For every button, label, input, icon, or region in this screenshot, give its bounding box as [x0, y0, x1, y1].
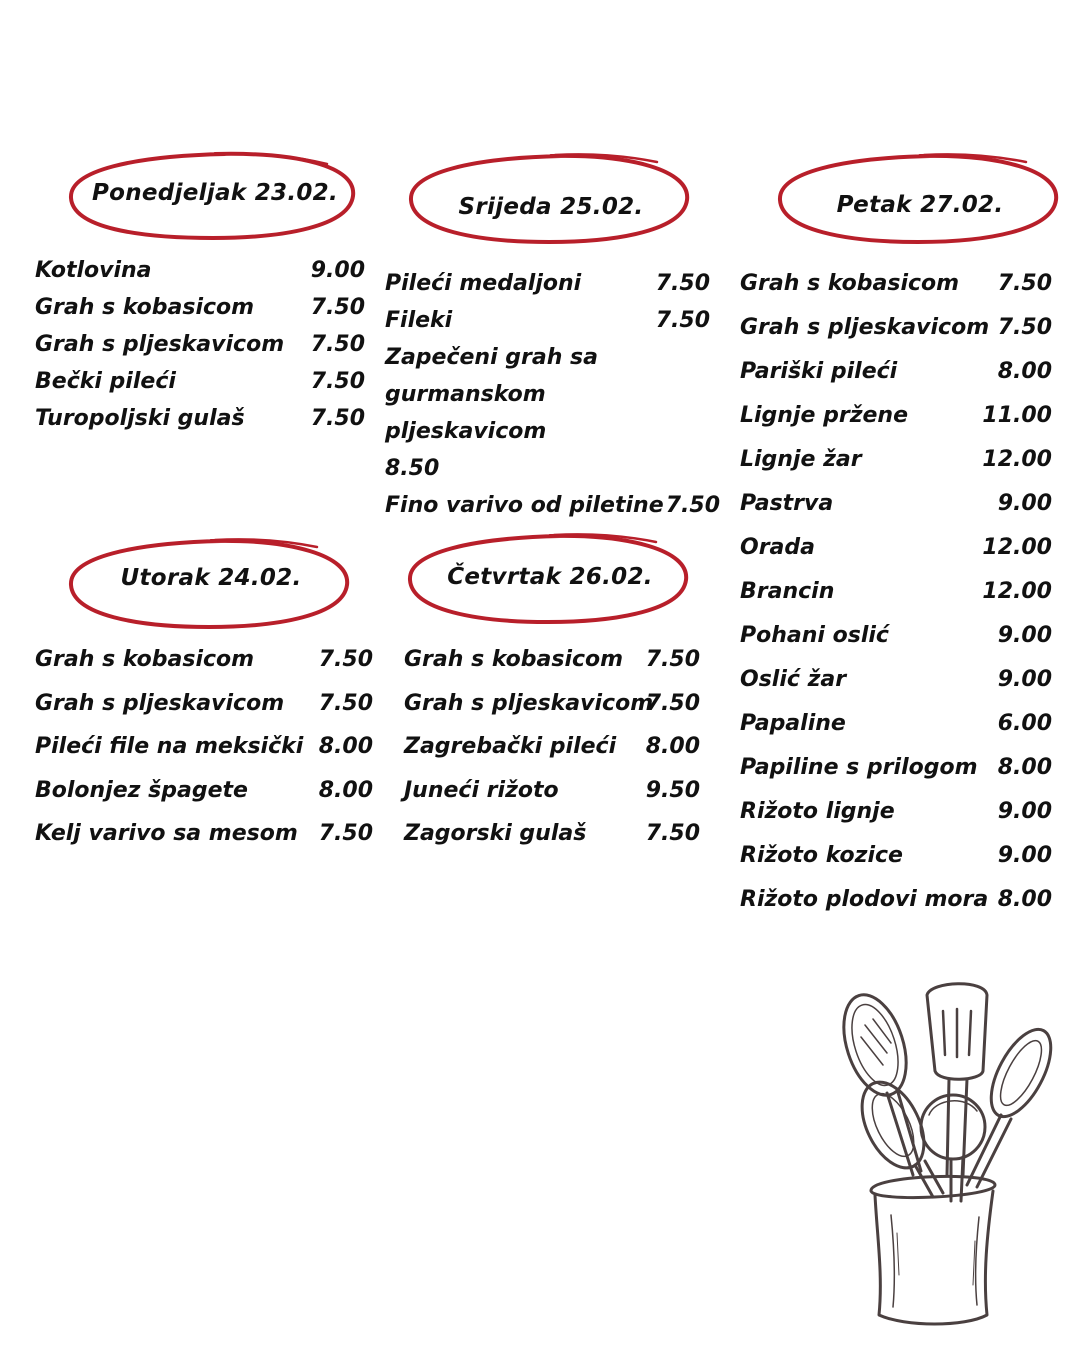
item-price: 7.50 [310, 295, 365, 320]
day-section-monday [35, 150, 365, 450]
item-name: Kelj varivo sa mesom [35, 821, 298, 846]
item-name: Orada [740, 535, 815, 560]
item-price: 9.00 [997, 667, 1052, 692]
item-price: 7.50 [318, 647, 373, 672]
item-name: Papiline s prilogom [740, 755, 978, 780]
item-price: 8.50 [385, 456, 440, 481]
utensils-in-jar-icon [835, 975, 1055, 1335]
menu-item [385, 265, 710, 302]
menu-item [740, 570, 1052, 614]
day-header [405, 150, 697, 246]
item-name: Grah s pljeskavicom [35, 690, 285, 716]
item-price: 7.50 [310, 332, 365, 357]
day-section-wednesday [385, 150, 725, 518]
menu-item [35, 400, 365, 437]
item-name: Bolonjez špagete [35, 777, 248, 803]
menu-item [740, 746, 1052, 790]
item-name: Lignje žar [740, 447, 862, 472]
item-price: 8.00 [645, 734, 700, 759]
item-name: Kotlovina [35, 258, 152, 283]
menu-item [740, 482, 1052, 526]
menu-item [35, 289, 365, 326]
item-price: 7.50 [645, 690, 700, 716]
item-name: Rižoto kozice [740, 843, 903, 868]
menu-item [740, 262, 1052, 306]
day-header [774, 150, 1066, 246]
item-name: Juneći rižoto [404, 777, 559, 803]
item-price: 9.00 [310, 258, 365, 283]
menu-item [385, 339, 685, 487]
menu-item [740, 878, 1052, 922]
menu-item [740, 306, 1052, 350]
item-price: 8.00 [318, 734, 373, 759]
item-name: Rižoto plodovi mora [740, 887, 989, 912]
menu-item [35, 812, 373, 856]
item-name: Grah s kobasicom [740, 271, 960, 296]
day-title: Srijeda 25.02. [458, 194, 644, 220]
item-price: 8.00 [997, 359, 1052, 384]
menu-item [740, 834, 1052, 878]
menu-item [35, 682, 373, 726]
item-name: Rižoto lignje [740, 799, 895, 824]
item-price: 9.00 [997, 843, 1052, 868]
menu-list [35, 252, 365, 437]
item-price: 9.50 [645, 777, 700, 803]
item-price: 12.00 [982, 535, 1052, 560]
item-price: 7.50 [997, 315, 1052, 340]
item-name: Brancin [740, 579, 835, 604]
menu-item [740, 350, 1052, 394]
day-title: Petak 27.02. [836, 192, 1004, 218]
menu-item [740, 658, 1052, 702]
menu-item [404, 682, 700, 726]
menu-item [35, 326, 365, 363]
menu-item [35, 638, 373, 682]
item-name: Grah s kobasicom [35, 295, 255, 320]
day-section-thursday [404, 530, 714, 860]
item-name: Papaline [740, 711, 846, 736]
item-price: 8.00 [997, 887, 1052, 912]
item-name: Lignje pržene [740, 403, 908, 428]
item-name: Grah s kobasicom [404, 647, 624, 672]
item-price: 7.50 [310, 369, 365, 394]
menu-item [404, 638, 700, 682]
menu-item [404, 725, 700, 769]
item-name: Bečki pileći [35, 369, 176, 394]
menu-item [740, 438, 1052, 482]
day-title: Četvrtak 26.02. [447, 564, 653, 590]
item-name: Grah s pljeskavicom [740, 315, 990, 340]
menu-item [35, 725, 373, 769]
item-name: Pastrva [740, 491, 834, 516]
item-price: 11.00 [982, 403, 1052, 428]
item-price: 7.50 [645, 647, 700, 672]
item-name: Turopoljski gulaš [35, 406, 245, 431]
day-section-tuesday [35, 535, 375, 855]
menu-item [35, 363, 365, 400]
item-price: 7.50 [997, 271, 1052, 296]
item-price: 9.00 [997, 623, 1052, 648]
item-name: Pariški pileći [740, 359, 898, 384]
item-name: Pileći file na meksički [35, 734, 304, 759]
day-title: Utorak 24.02. [120, 565, 302, 591]
item-price: 7.50 [318, 690, 373, 716]
menu-item [740, 614, 1052, 658]
menu-item [35, 252, 365, 289]
day-header [65, 150, 365, 242]
item-name: Grah s pljeskavicom [35, 332, 285, 357]
menu-list [385, 265, 720, 524]
item-price: 7.50 [655, 308, 710, 333]
item-name: Zagorski gulaš [404, 821, 587, 846]
day-title: Ponedjeljak 23.02. [91, 180, 339, 206]
item-price: 7.50 [655, 271, 710, 296]
item-price: 7.50 [318, 821, 373, 846]
menu-item [740, 790, 1052, 834]
item-name: Fino varivo od piletine [385, 493, 664, 518]
menu-list [740, 262, 1052, 922]
item-price: 12.00 [982, 447, 1052, 472]
item-price: 7.50 [310, 406, 365, 431]
menu-item [385, 302, 710, 339]
day-section-friday [740, 150, 1070, 930]
item-name: Oslić žar [740, 667, 847, 692]
item-name: Grah s kobasicom [35, 647, 255, 672]
item-name: Grah s pljeskavicom [404, 690, 654, 716]
item-name: Zagrebački pileći [404, 734, 617, 759]
item-name: Fileki [385, 308, 453, 333]
item-price: 9.00 [997, 799, 1052, 824]
menu-item [740, 526, 1052, 570]
menu-item [740, 702, 1052, 746]
menu-item [35, 769, 373, 813]
item-name: Zapečeni grah sa gurmanskom pljeskavicom [385, 345, 598, 444]
menu-item [385, 487, 720, 524]
day-header [65, 535, 357, 631]
menu-item [740, 394, 1052, 438]
menu-item [404, 769, 700, 813]
item-price: 12.00 [982, 579, 1052, 604]
menu-list [35, 638, 373, 856]
item-price: 6.00 [997, 711, 1052, 736]
menu-item [404, 812, 700, 856]
day-header [404, 530, 696, 626]
item-name: Pohani oslić [740, 623, 889, 648]
item-price: 7.50 [665, 493, 720, 518]
item-price: 8.00 [318, 777, 373, 803]
item-price: 7.50 [645, 821, 700, 846]
item-name: Pileći medaljoni [385, 271, 582, 296]
item-price: 8.00 [997, 755, 1052, 780]
item-price: 9.00 [997, 491, 1052, 516]
menu-list [404, 638, 700, 856]
